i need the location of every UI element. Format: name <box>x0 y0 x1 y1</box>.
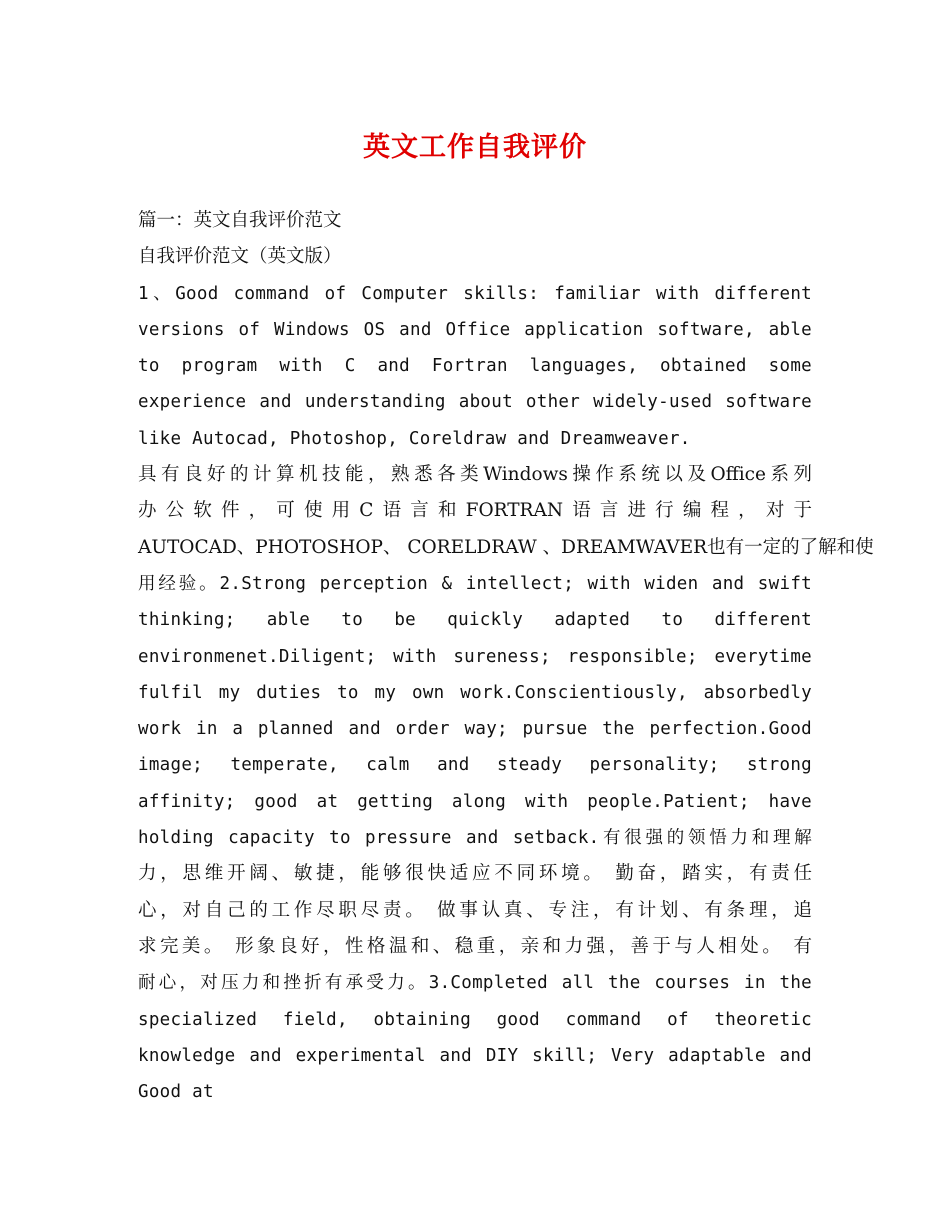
body-line: 篇一：英文自我评价范文 <box>138 210 342 231</box>
body-line: Good at <box>138 1082 214 1103</box>
body-line: 办公软件，可使用C语言和FORTRAN语言进行编程，对于 <box>138 500 812 522</box>
body-line: 求完美。 形象良好，性格温和、稳重，亲和力强，善于与人相处。 有 <box>138 935 812 957</box>
body-line: 具有良好的计算机技能，熟悉各类Windows操作系统以及Office系列 <box>138 464 812 486</box>
body-line: affinity; good at getting along with people.Patient; have <box>138 791 812 812</box>
body-line: AUTOCAD、PHOTOSHOP、 CORELDRAW 、DREAMWAVER也有一定的了解和使 <box>138 536 874 558</box>
body-line: 自我评价范文（英文版） <box>138 246 342 268</box>
body-line: 心，对自己的工作尽职尽责。 做事认真、专注，有计划、有条理，追 <box>138 899 812 921</box>
body-line: work in a planned and order way; pursue the perfection.Good <box>138 719 812 740</box>
body-line: holding capacity to pressure and setback.有很强的领悟力和理解 <box>138 828 812 849</box>
body-line: 用经验。2.Strong perception & intellect; with widen and swift <box>138 573 812 594</box>
body-line: experience and understanding about other widely-used software <box>138 392 812 413</box>
body-line: 1、Good command of Computer skills: familiar with different <box>138 283 812 304</box>
body-line: environmenet.Diligent; with sureness; responsible; everytime <box>138 646 812 667</box>
body-line: like Autocad, Photoshop, Coreldraw and Dreamweaver. <box>138 428 691 449</box>
body-line: fulfil my duties to my own work.Conscientiously, absorbedly <box>138 682 812 703</box>
body-line: thinking; able to be quickly adapted to different <box>138 610 812 631</box>
document-body <box>138 203 874 1110</box>
body-line: specialized field, obtaining good command of theoretic <box>138 1009 812 1030</box>
body-line: knowledge and experimental and DIY skill; Very adaptable and <box>138 1045 812 1066</box>
body-line: 力，思维开阔、敏捷，能够很快适应不同环境。 勤奋，踏实，有责任 <box>138 863 812 885</box>
document-title: 英文工作自我评价 <box>363 132 587 163</box>
body-line: versions of Windows OS and Office application software, able <box>138 319 812 340</box>
body-line: to program with C and Fortran languages, obtained some <box>138 356 812 377</box>
body-line: 耐心，对压力和挫折有承受力。3.Completed all the courses in the <box>138 973 812 994</box>
body-line: image; temperate, calm and steady personality; strong <box>138 755 812 776</box>
